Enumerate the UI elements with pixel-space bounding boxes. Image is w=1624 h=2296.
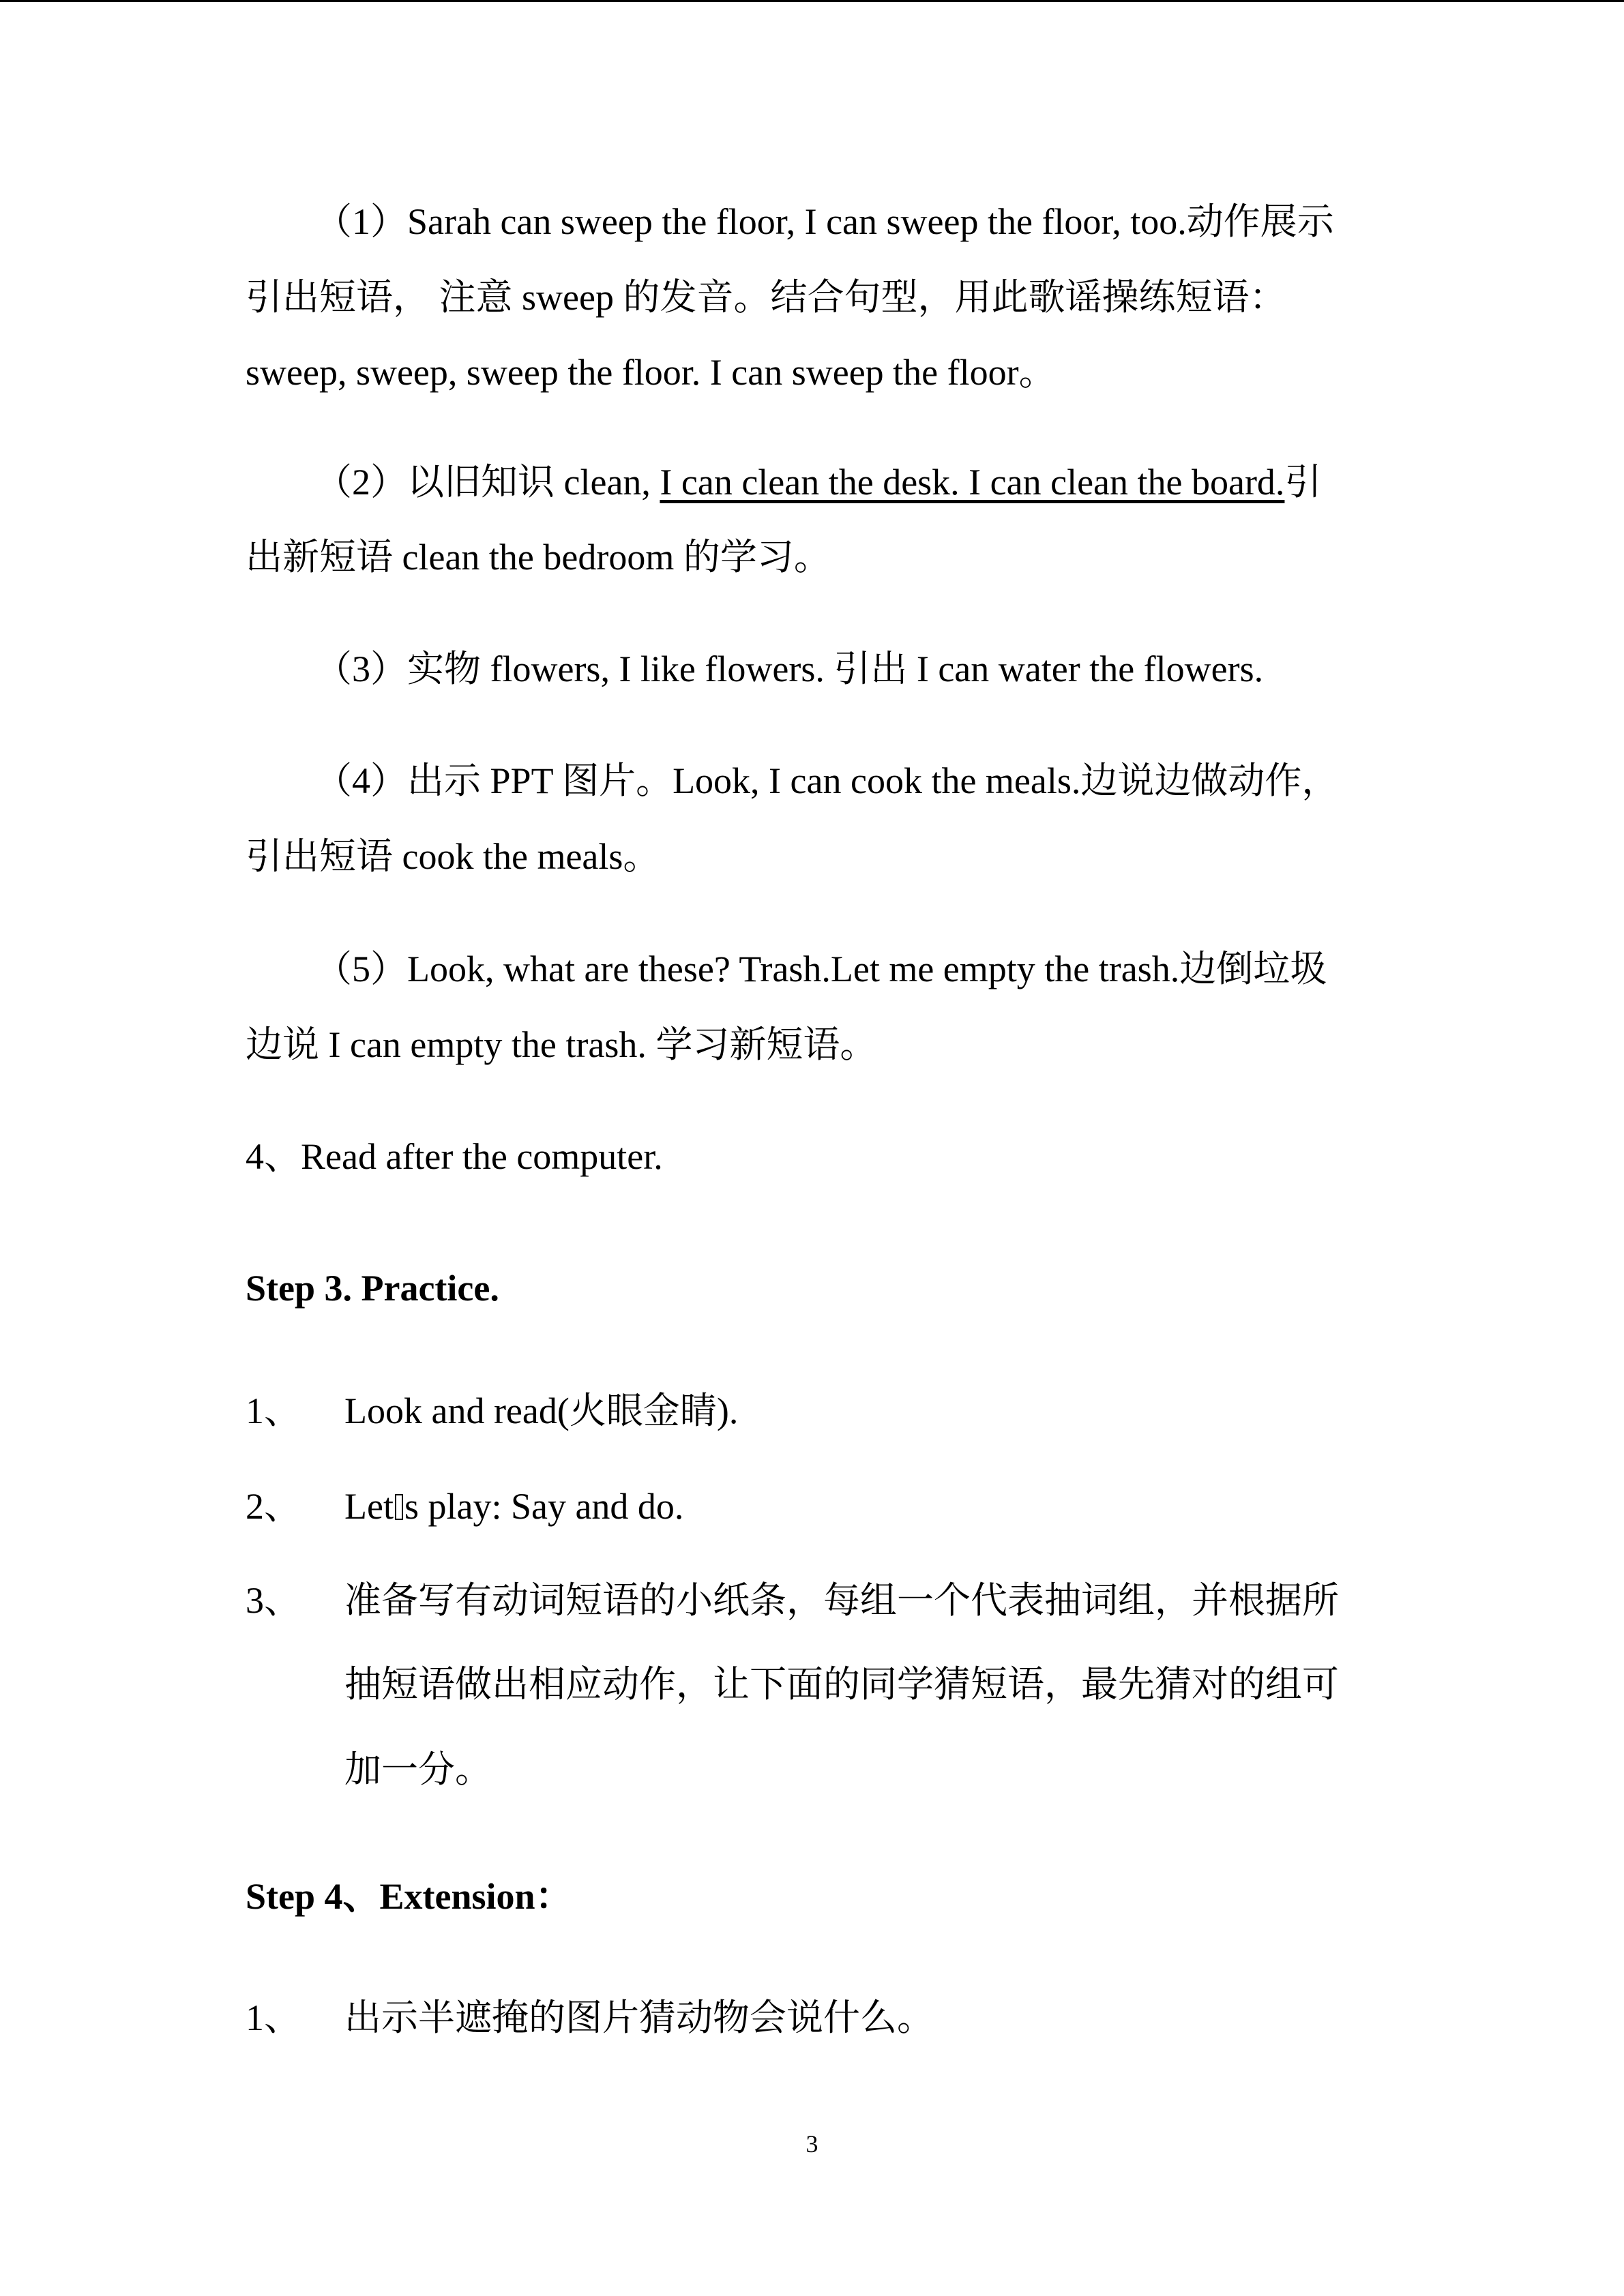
step-3-item-3-line-2: 抽短语做出相应动作，让下面的同学猜短语，最先猜对的组可	[344, 1664, 1339, 1705]
missing-glyph-box-icon	[395, 1494, 403, 1520]
step-4-heading: Step 4、Extension：	[246, 1876, 572, 1917]
paragraph-5-line-1: （5）Look, what are these? Trash.Let me empty the trash.边倒垃圾	[315, 949, 1327, 989]
step-3-item-3-number: 3、	[246, 1580, 301, 1621]
paragraph-2-line-1	[315, 460, 1321, 505]
paragraph-2-text-post: 引	[1284, 462, 1322, 503]
step-3-heading: Step 3. Practice.	[246, 1268, 499, 1309]
step-3-item-1-text: Look and read(火眼金睛).	[344, 1390, 739, 1431]
step-3-item-3-line-3: 加一分。	[344, 1749, 492, 1790]
step-3-item-1-number: 1、	[246, 1390, 301, 1431]
step-3-item-2-text	[344, 1484, 683, 1529]
paragraph-3-line-1: （3）实物 flowers, I like flowers. 引出 I can water the flowers.	[315, 648, 1264, 689]
paragraph-4-line-2: 引出短语 cook the meals。	[246, 836, 660, 877]
paragraph-5-line-2: 边说 I can empty the trash. 学习新短语。	[246, 1024, 877, 1065]
paragraph-4-line-1: （4）出示 PPT 图片。Look, I can cook the meals.边说边做动作，	[315, 760, 1339, 801]
paragraph-2-line-2: 出新短语 clean the bedroom 的学习。	[246, 537, 831, 578]
paragraph-1-line-3: sweep, sweep, sweep the floor. I can sweep the floor。	[246, 352, 1056, 393]
step-3-item-2-text-post: s play: Say and do.	[404, 1486, 684, 1527]
paragraph-2-text-pre: （2）以旧知识 clean,	[315, 462, 660, 503]
step-4-item-1-number: 1、	[246, 1997, 301, 2038]
page-number: 3	[806, 2130, 818, 2158]
step-3-item-3-line-1: 准备写有动词短语的小纸条，每组一个代表抽词组，并根据所	[344, 1580, 1339, 1621]
read-after-computer-item: 4、Read after the computer.	[246, 1136, 663, 1177]
step-3-item-2-text-pre: Let	[344, 1486, 394, 1527]
paragraph-2-underlined-text: I can clean the desk. I can clean the board.	[660, 462, 1285, 503]
paragraph-1-line-2: 引出短语， 注意 sweep 的发音。结合句型，用此歌谣操练短语：	[246, 277, 1286, 318]
top-border-line	[0, 0, 1624, 2]
step-4-item-1-text: 出示半遮掩的图片猜动物会说什么。	[344, 1997, 934, 2038]
step-3-item-2-number: 2、	[246, 1486, 301, 1527]
paragraph-1-line-1: （1）Sarah can sweep the floor, I can sweep the floor, too.动作展示	[315, 201, 1334, 242]
